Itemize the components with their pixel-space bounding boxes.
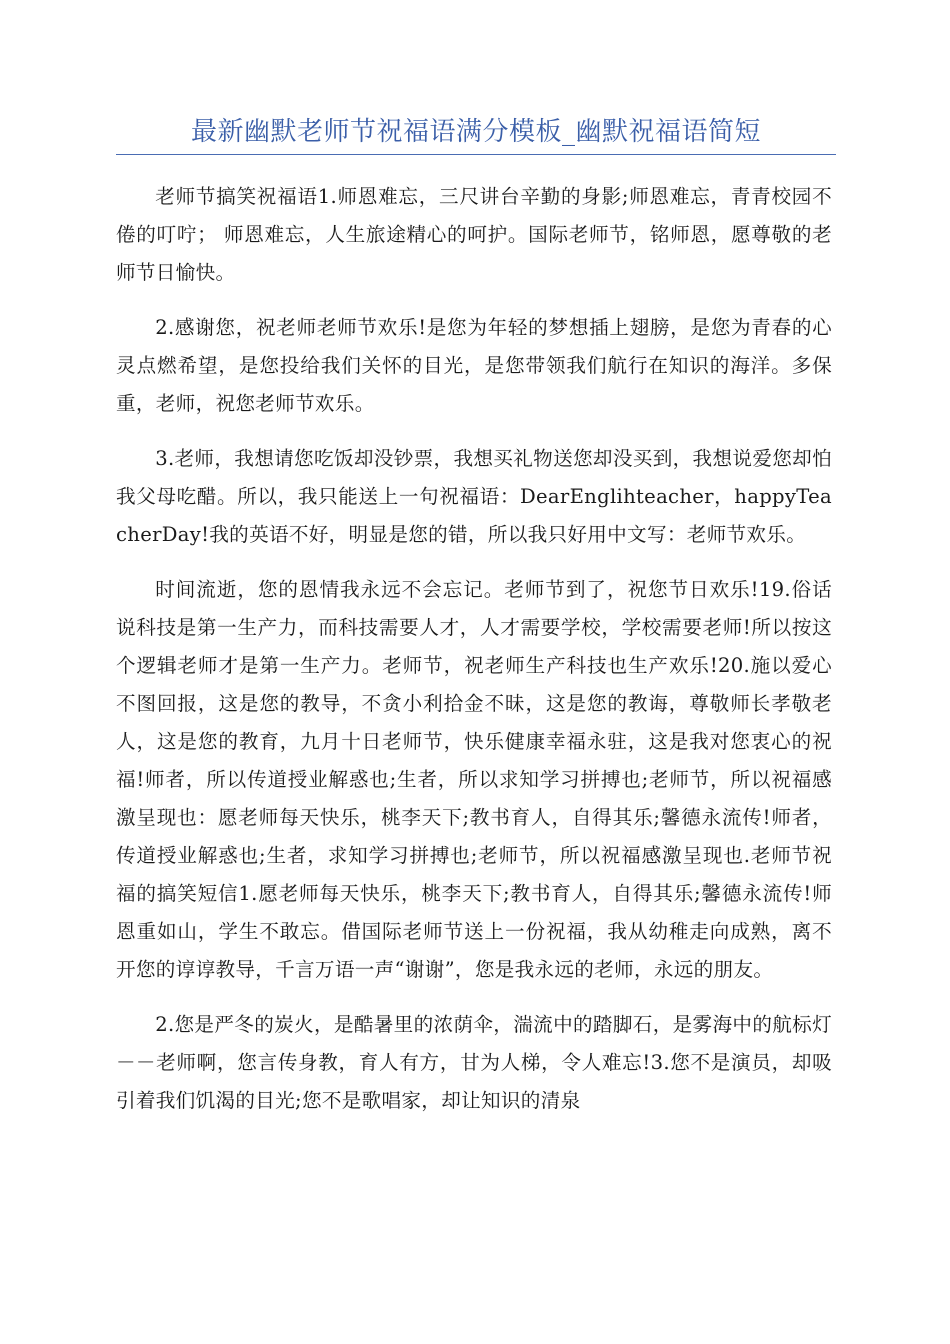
paragraph-3: 3.老师，我想请您吃饭却没钞票，我想买礼物送您却没买到，我想说爱您却怕我父母吃醋。所以，我只能送上一句祝福语：DearEnglihteacher，happyTeacherDay!我的英语不好，明显是您的错，所以我只好用中文写：老师节欢乐。	[116, 447, 832, 546]
paragraph-5: 2.您是严冬的炭火，是酷暑里的浓荫伞，湍流中的踏脚石，是雾海中的航标灯－－老师啊，您言传身教，育人有方，甘为人梯，令人难忘!3.您不是演员，却吸引着我们饥渴的目光;您不是歌唱家，却让知识的清泉	[116, 1013, 832, 1112]
title-underline	[116, 154, 836, 155]
page-title: 最新幽默老师节祝福语满分模板_幽默祝福语简短	[190, 117, 761, 147]
paragraph-4: 时间流逝，您的恩情我永远不会忘记。老师节到了，祝您节日欢乐!19.俗话说科技是第一生产力，而科技需要人才，人才需要学校，学校需要老师!所以按这个逻辑老师才是第一生产力。老师节，祝老师生产科技也生产欢乐!20.施以爱心不图回报，这是您的教导，不贪小利拾金不昧，这是您的教诲，尊敬师长孝敬老人，这是您的教育，九月十日老师节，快乐健康幸福永驻，这是我对您衷心的祝福!师者，所以传道授业解惑也;生者，所以求知学习拼搏也;老师节，所以祝福感激呈现也：愿老师每天快乐，桃李天下;教书育人，自得其乐;馨德永流传!师者，传道授业解惑也;生者，求知学习拼搏也;老师节，所以祝福感激呈现也.老师节祝福的搞笑短信1.愿老师每天快乐，桃李天下;教书育人，自得其乐;馨德永流传!师恩重如山，学生不敢忘。借国际老师节送上一份祝福，我从幼稚走向成熟，离不开您的谆谆教导，千言万语一声“谢谢”，您是我永远的老师，永远的朋友。	[116, 578, 832, 981]
paragraph-2: 2.感谢您，祝老师老师节欢乐!是您为年轻的梦想插上翅膀，是您为青春的心灵点燃希望，是您投给我们关怀的目光，是您带领我们航行在知识的海洋。多保重，老师，祝您老师节欢乐。	[116, 316, 832, 415]
paragraph-1: 老师节搞笑祝福语1.师恩难忘，三尺讲台辛勤的身影;师恩难忘，青青校园不倦的叮咛； 师恩难忘，人生旅途精心的呵护。国际老师节，铭师恩，愿尊敬的老师节日愉快。	[116, 185, 832, 284]
document-body	[116, 178, 832, 1137]
